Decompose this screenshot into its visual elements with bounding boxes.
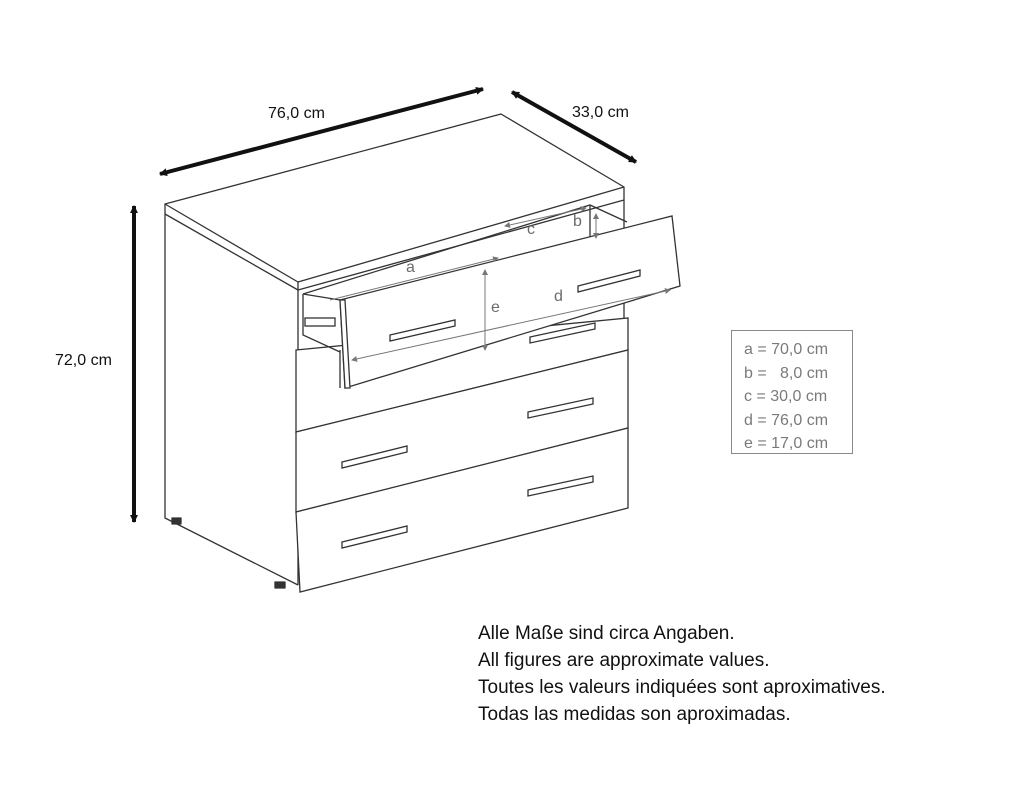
- width-dimension-label: 76,0 cm: [268, 105, 325, 122]
- inner-label-d: d: [554, 288, 563, 305]
- height-dimension-label: 72,0 cm: [55, 352, 112, 369]
- inner-label-b: b: [573, 213, 582, 230]
- legend-row-c: c = 30,0 cm: [744, 388, 828, 405]
- inner-label-c: c: [527, 221, 535, 238]
- note-spanish: Todas las medidas son aproximadas.: [478, 704, 791, 725]
- depth-dimension-label: 33,0 cm: [572, 104, 629, 121]
- legend-row-b: b = 8,0 cm: [744, 364, 829, 382]
- legend-row-e: e = 17,0 cm: [744, 435, 829, 452]
- note-french: Toutes les valeurs indiquées sont aproximatives.: [478, 677, 886, 698]
- inner-label-a: a: [406, 259, 415, 276]
- inner-label-e: e: [491, 299, 500, 316]
- legend-row-a: a = 70,0 cm: [744, 341, 829, 358]
- disclaimer-notes: [478, 620, 886, 728]
- dimension-legend-box: [731, 330, 853, 454]
- note-german: Alle Maße sind circa Angaben.: [478, 623, 735, 644]
- note-english: All figures are approximate values.: [478, 650, 770, 671]
- legend-row-d: d = 76,0 cm: [744, 411, 829, 429]
